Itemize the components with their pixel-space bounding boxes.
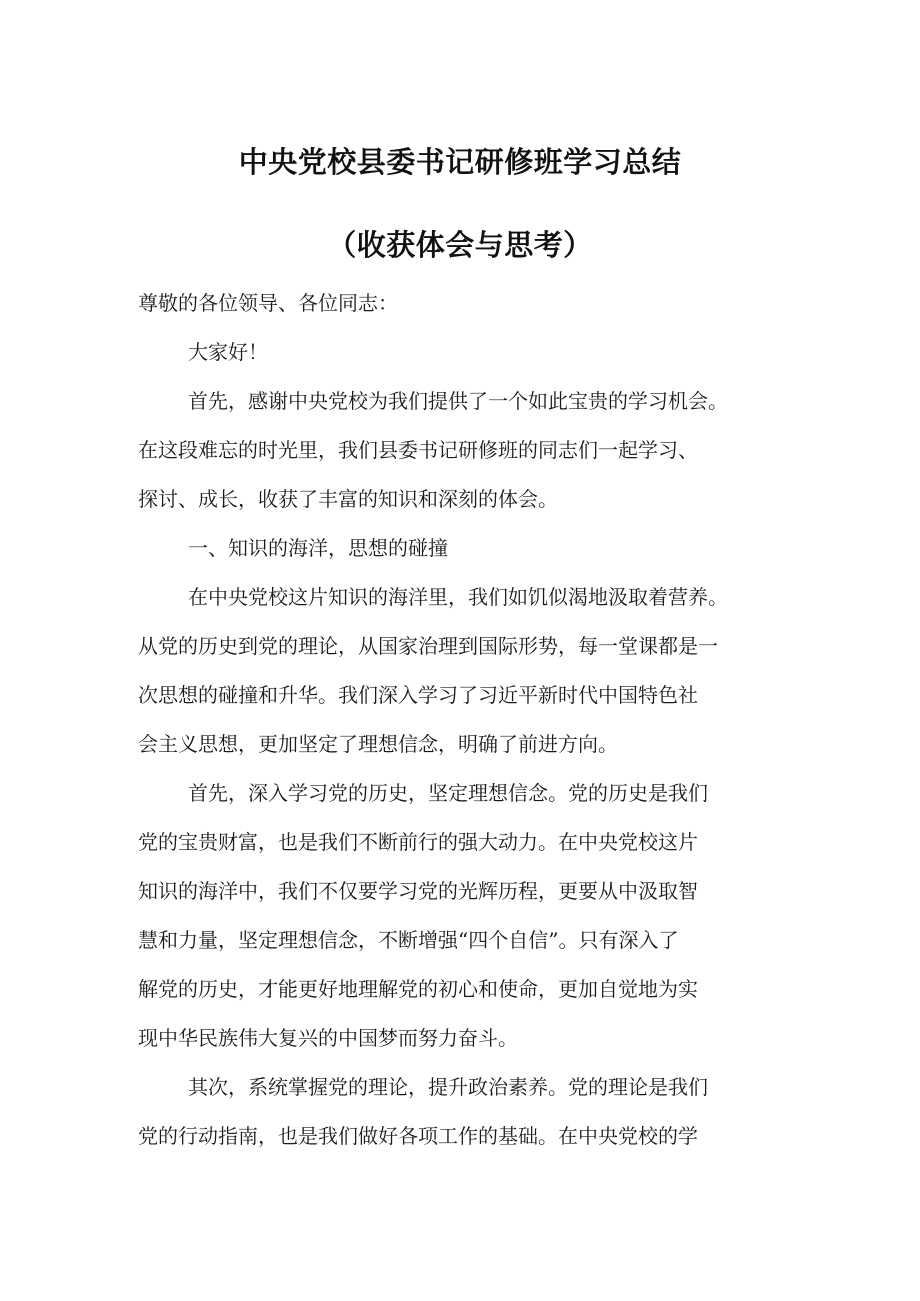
paragraph-line: 在中央党校这片知识的海洋里，我们如饥似渴地汲取着营养。 [188, 585, 728, 609]
paragraph-line: 大家好！ [188, 340, 268, 364]
document-body [138, 279, 818, 1161]
paragraph-line: 其次，系统掌握党的理论，提升政治素养。党的理论是我们 [188, 1075, 708, 1099]
paragraph-line: 现中华民族伟大复兴的中国梦而努力奋斗。 [138, 1026, 518, 1050]
paragraph-line: 探讨、成长，收获了丰富的知识和深刻的体会。 [138, 487, 558, 511]
paragraph-line: 慧和力量，坚定理想信念，不断增强“四个自信”。只有深入了 [138, 928, 679, 952]
document-subtitle: （收获体会与思考） [327, 228, 593, 262]
paragraph-line: 会主义思想，更加坚定了理想信念，明确了前进方向。 [138, 732, 618, 756]
paragraph-line: 在这段难忘的时光里，我们县委书记研修班的同志们一起学习、 [138, 438, 698, 462]
paragraph-line: 一、知识的海洋，思想的碰撞 [188, 536, 448, 560]
paragraph-line: 从党的历史到党的理论，从国家治理到国际形势，每一堂课都是一 [138, 634, 718, 658]
paragraph-line: 解党的历史，才能更好地理解党的初心和使命，更加自觉地为实 [138, 977, 698, 1001]
salutation: 尊敬的各位领导、各位同志： [138, 291, 398, 315]
body-lines [138, 328, 818, 1161]
document-title: 中央党校县委书记研修班学习总结 [238, 145, 682, 179]
paragraph-line: 首先，深入学习党的历史，坚定理想信念。党的历史是我们 [188, 781, 708, 805]
paragraph-line: 知识的海洋中，我们不仅要学习党的光辉历程，更要从中汲取智 [138, 879, 698, 903]
paragraph-line: 党的宝贵财富，也是我们不断前行的强大动力。在中央党校这片 [138, 830, 698, 854]
paragraph-line: 党的行动指南，也是我们做好各项工作的基础。在中央党校的学 [138, 1124, 698, 1148]
paragraph-line: 次思想的碰撞和升华。我们深入学习了习近平新时代中国特色社 [138, 683, 698, 707]
paragraph-line: 首先，感谢中央党校为我们提供了一个如此宝贵的学习机会。 [188, 389, 728, 413]
